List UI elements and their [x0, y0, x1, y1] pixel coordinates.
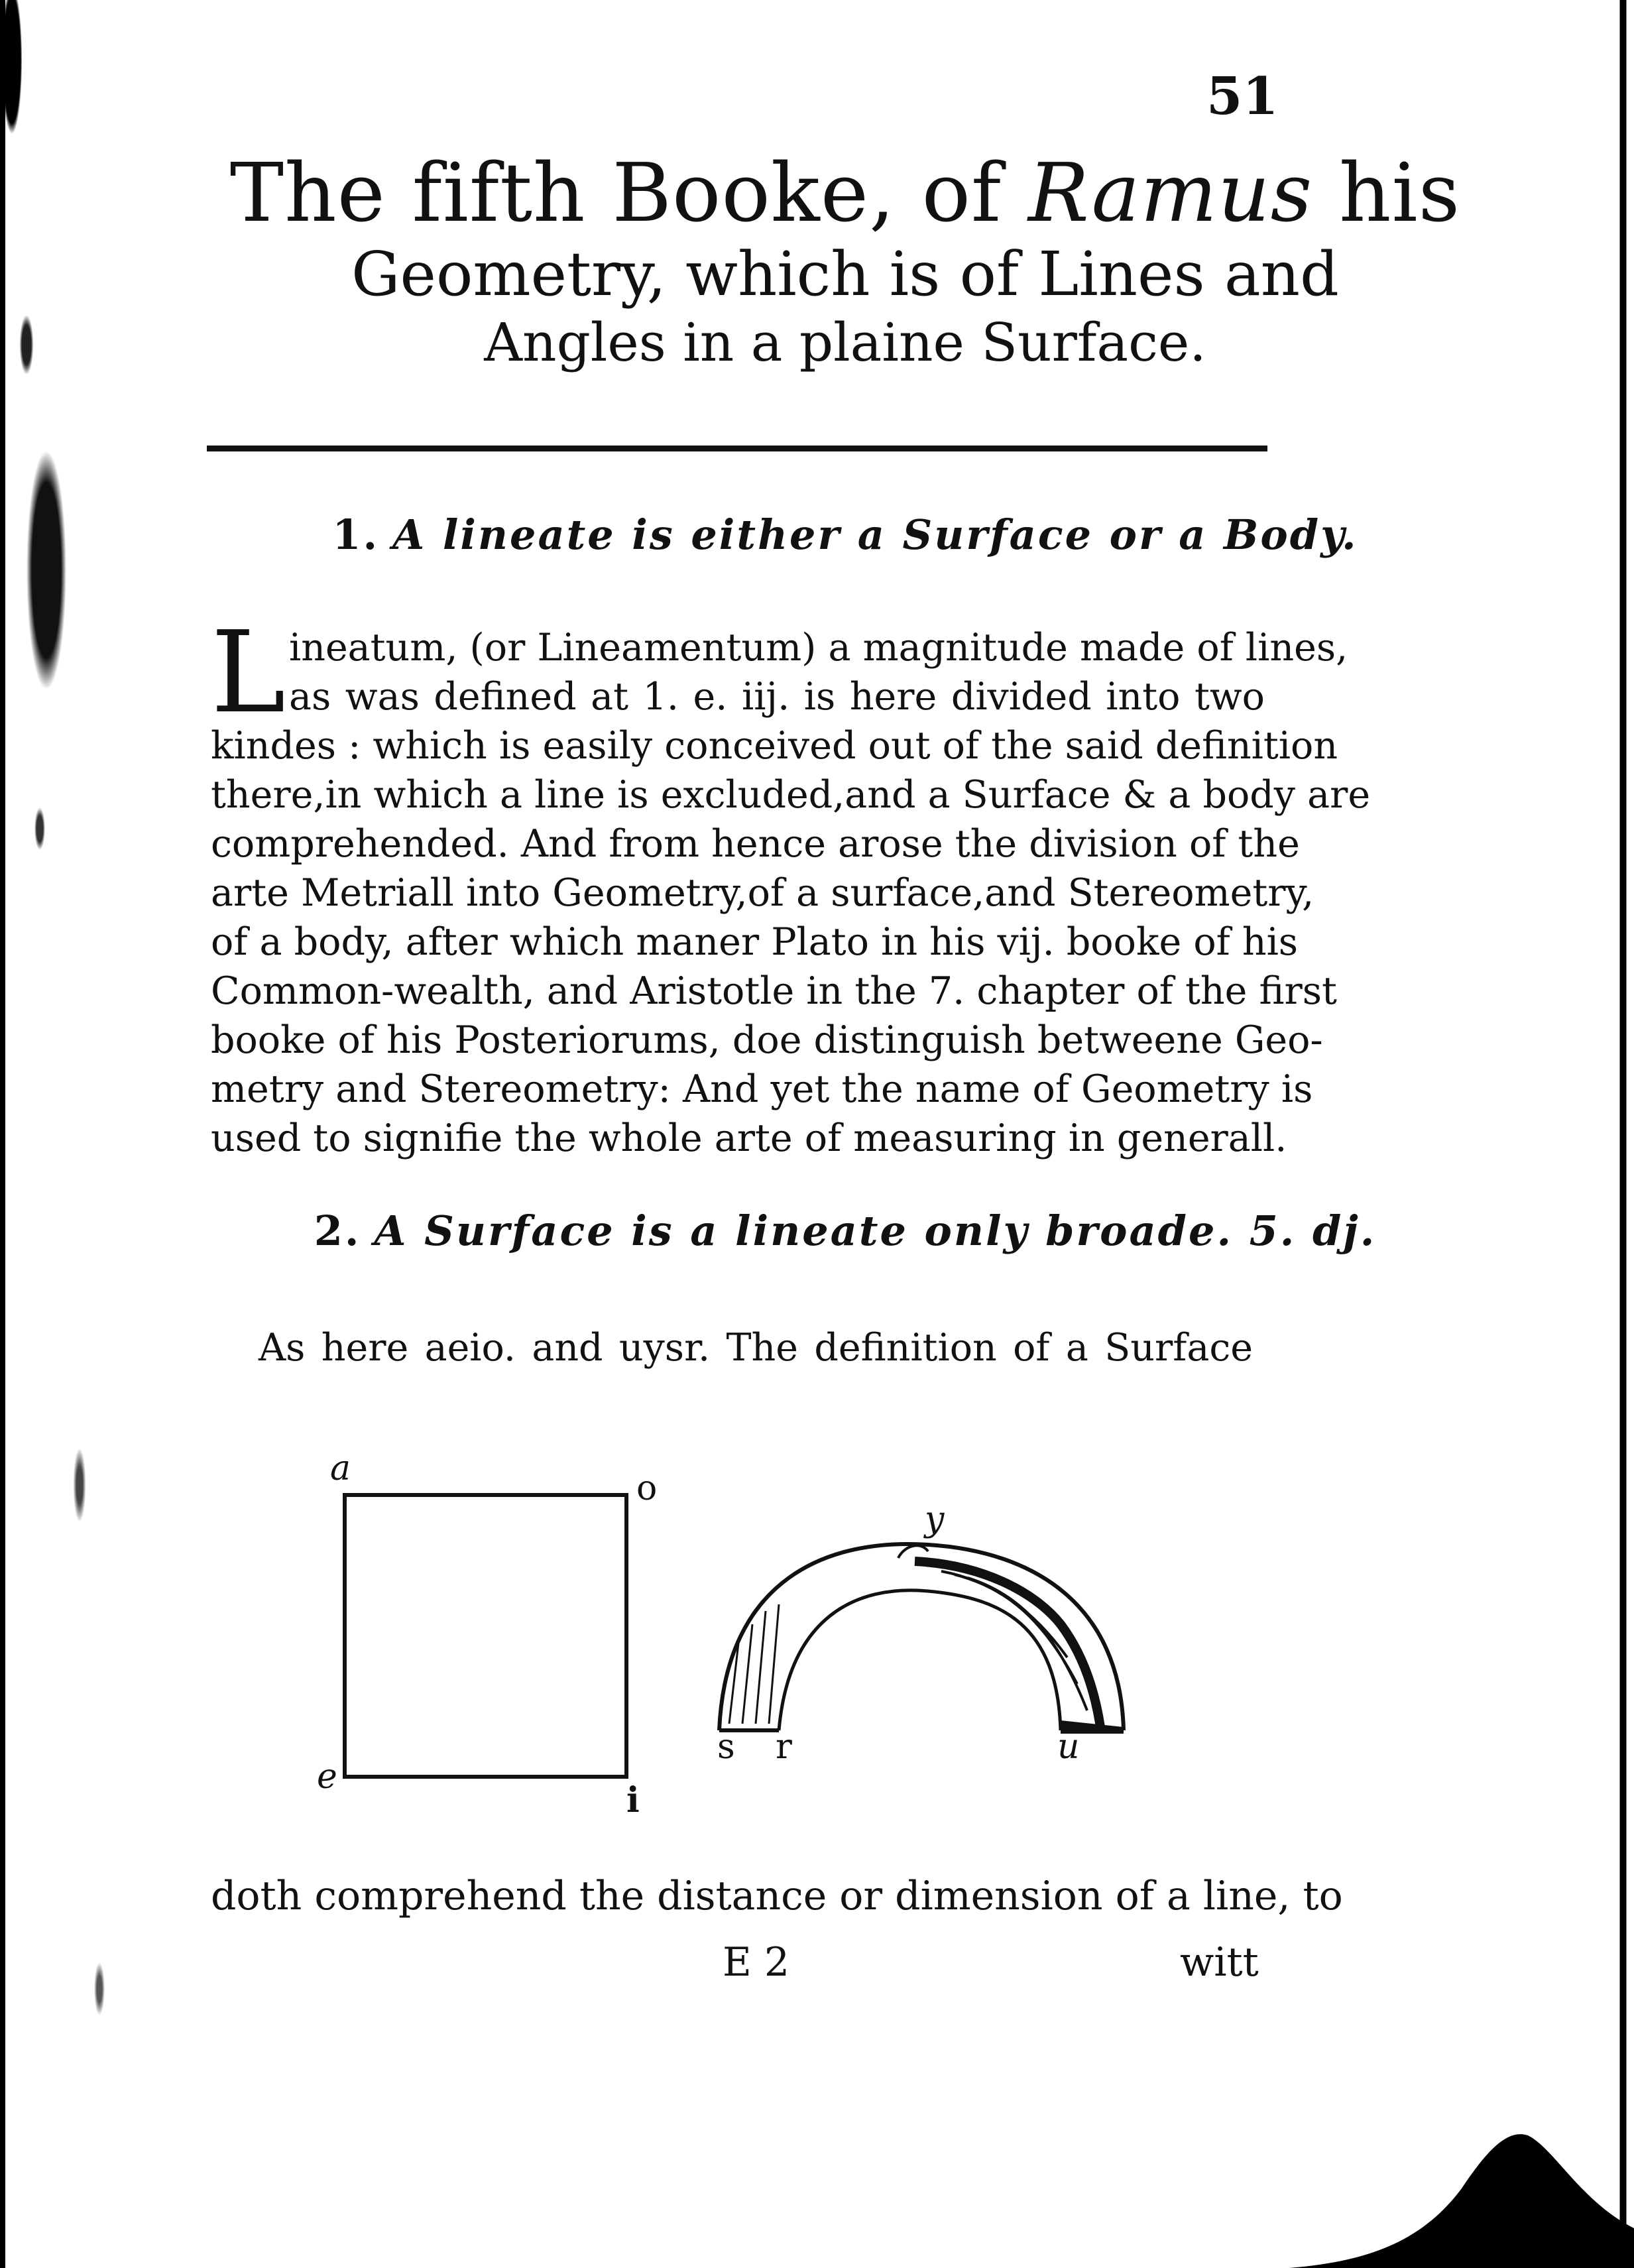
- body-line: kindes : which is easily conceived out of the said definition: [211, 724, 1338, 768]
- catchword: witt: [1180, 1939, 1259, 1986]
- figure-label-a: a: [330, 1449, 351, 1488]
- page-number: 51: [1206, 66, 1279, 127]
- body-line: ineatum, (or Lineamentum) a magnitude made of lines,: [289, 626, 1348, 670]
- body-line: comprehended. And from hence arose the division of the: [211, 822, 1300, 866]
- figure-label-s: s: [717, 1727, 735, 1767]
- page-title-line-1: The fifth Booke, of Ramus his: [229, 146, 1461, 240]
- proposition-1-text: A lineate is either a Surface or a Body.: [392, 510, 1358, 559]
- proposition-2-number: 2.: [314, 1207, 361, 1255]
- page-title-line-3: Angles in a plaine Surface.: [484, 312, 1206, 373]
- title-author-name: Ramus: [1028, 146, 1313, 240]
- figure-label-y: y: [925, 1500, 945, 1539]
- body-line: metry and Stereometry: And yet the name of Geometry is: [211, 1067, 1313, 1111]
- page-title-line-2: Geometry, which is of Lines and: [351, 239, 1339, 310]
- figure-label-r: r: [776, 1727, 792, 1767]
- body-line: Common-wealth, and Aristotle in the 7. chapter of the first: [211, 969, 1337, 1013]
- proposition-1-number: 1.: [332, 510, 380, 559]
- body-line: of a body, after which maner Plato in his vij. booke of his: [211, 920, 1299, 964]
- body-line: there,in which a line is excluded,and a Surface & a body are: [211, 773, 1371, 817]
- body-line: as was defined at 1. e. iij. is here divided into two: [289, 675, 1265, 719]
- figure-label-e: e: [317, 1757, 337, 1797]
- figure-label-o: o: [636, 1468, 658, 1508]
- drop-cap-letter: L: [211, 607, 286, 739]
- body-line: used to signifie the whole arte of measuring in generall.: [211, 1116, 1287, 1160]
- surface-example-line: As here aeio. and uysr. The definition of a Surface: [259, 1326, 1253, 1370]
- arch-surface-figure: [719, 1544, 1124, 1734]
- figure-label-u: u: [1057, 1727, 1080, 1767]
- proposition-2-text: A Surface is a lineate only broade. 5. dj.: [374, 1207, 1377, 1255]
- signature-mark: E 2: [723, 1939, 790, 1986]
- final-text-line: doth comprehend the distance or dimension of a line, to: [211, 1873, 1343, 1919]
- body-line: arte Metriall into Geometry,of a surface,and Stereometry,: [211, 871, 1314, 915]
- figure-label-i: i: [626, 1780, 640, 1820]
- body-line: booke of his Posteriorums, doe distinguish betweene Geo-: [211, 1018, 1323, 1062]
- square-surface-figure: [345, 1495, 626, 1777]
